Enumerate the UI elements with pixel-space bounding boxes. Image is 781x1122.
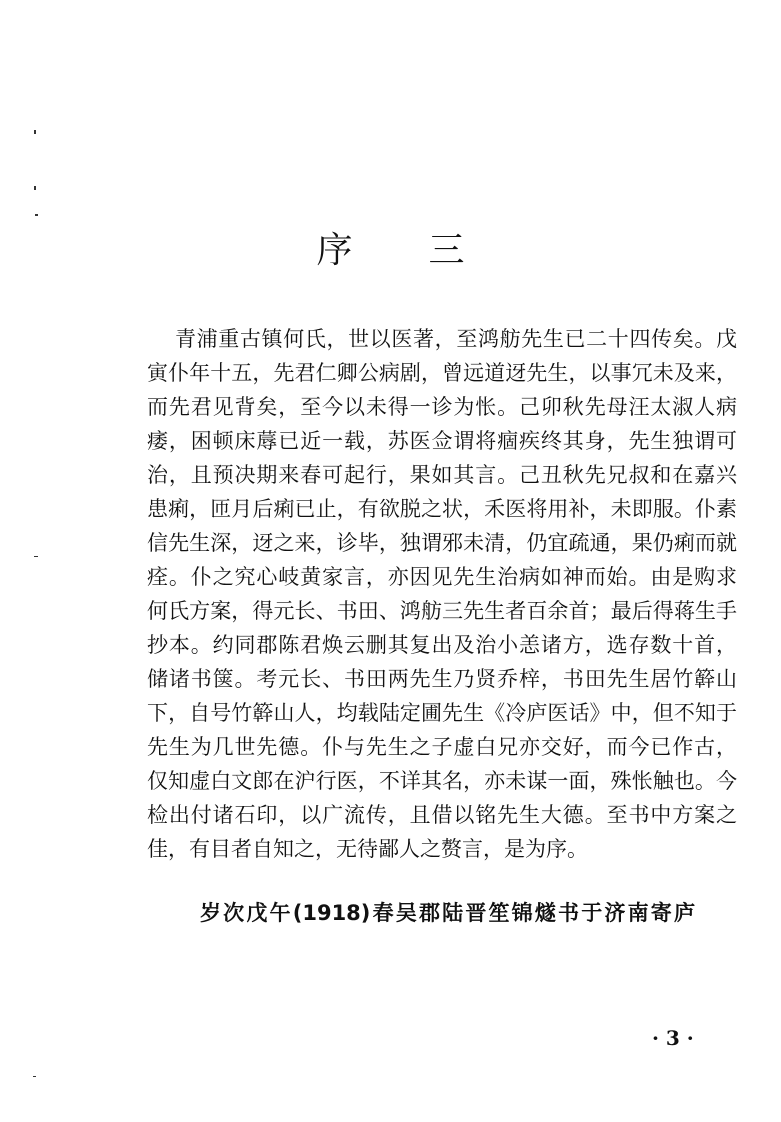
text-line: 检出付诸石印，以广流传，且借以铭先生大德。至书中方案之 [147, 803, 737, 827]
text-line: 治，且预决期来春可起行，果如其言。己丑秋先兄叔和在嘉兴 [147, 463, 737, 487]
text-line: 先生为几世先德。仆与先生之子虚白兄亦交好，而今已作古， [147, 735, 737, 759]
text-line: 储诸书箧。考元长、书田两先生乃贤乔梓，书田先生居竹簳山 [147, 667, 737, 691]
text-line: 下，自号竹簳山人，均载陆定圃先生《冷庐医话》中，但不知于 [147, 701, 737, 725]
text-line: 何氏方案，得元长、书田、鸿舫三先生者百余首；最后得蒋生手 [147, 599, 737, 623]
page-number: · 3 · [652, 1026, 694, 1050]
scan-mark [34, 130, 36, 134]
title-part-2: 三 [428, 230, 465, 271]
text-line: 寅仆年十五，先君仁卿公病剧，曾远道迓先生，以事冗未及来， [147, 361, 737, 385]
text-line: 痿，困顿床蓐已近一载，苏医佥谓将痼疾终其身，先生独谓可 [147, 429, 737, 453]
title-part-1: 序 [316, 230, 353, 271]
scan-mark [34, 556, 38, 557]
text-line: 抄本。约同郡陈君焕云删其复出及治小恙诸方，选存数十首， [147, 633, 737, 657]
signature: 岁次戊午(1918)春吴郡陆晋笙锦燧书于济南寄庐 [200, 901, 695, 925]
text-line: 青浦重古镇何氏，世以医著，至鸿舫先生已二十四传矣。戊 [175, 327, 737, 351]
scan-mark [35, 214, 38, 216]
page-title [0, 222, 781, 273]
preface-body [147, 322, 737, 866]
scan-mark [34, 186, 36, 190]
text-line: 仅知虚白文郎在沪行医，不详其名，亦未谋一面，殊怅触也。今 [147, 769, 737, 793]
text-line: 信先生深，迓之来，诊毕，独谓邪未清，仍宜疏通，果仍痢而就 [147, 531, 737, 555]
text-line: 痊。仆之究心岐黄家言，亦因见先生治病如神而始。由是购求 [147, 565, 737, 589]
text-line: 患痢，匝月后痢已止，有欲脱之状，禾医将用补，未即服。仆素 [147, 497, 737, 521]
scan-mark [33, 1076, 36, 1077]
text-line: 佳，有目者自知之，无待鄙人之赘言，是为序。 [147, 837, 588, 861]
text-line: 而先君见背矣，至今以未得一诊为怅。己卯秋先母汪太淑人病 [147, 395, 737, 419]
